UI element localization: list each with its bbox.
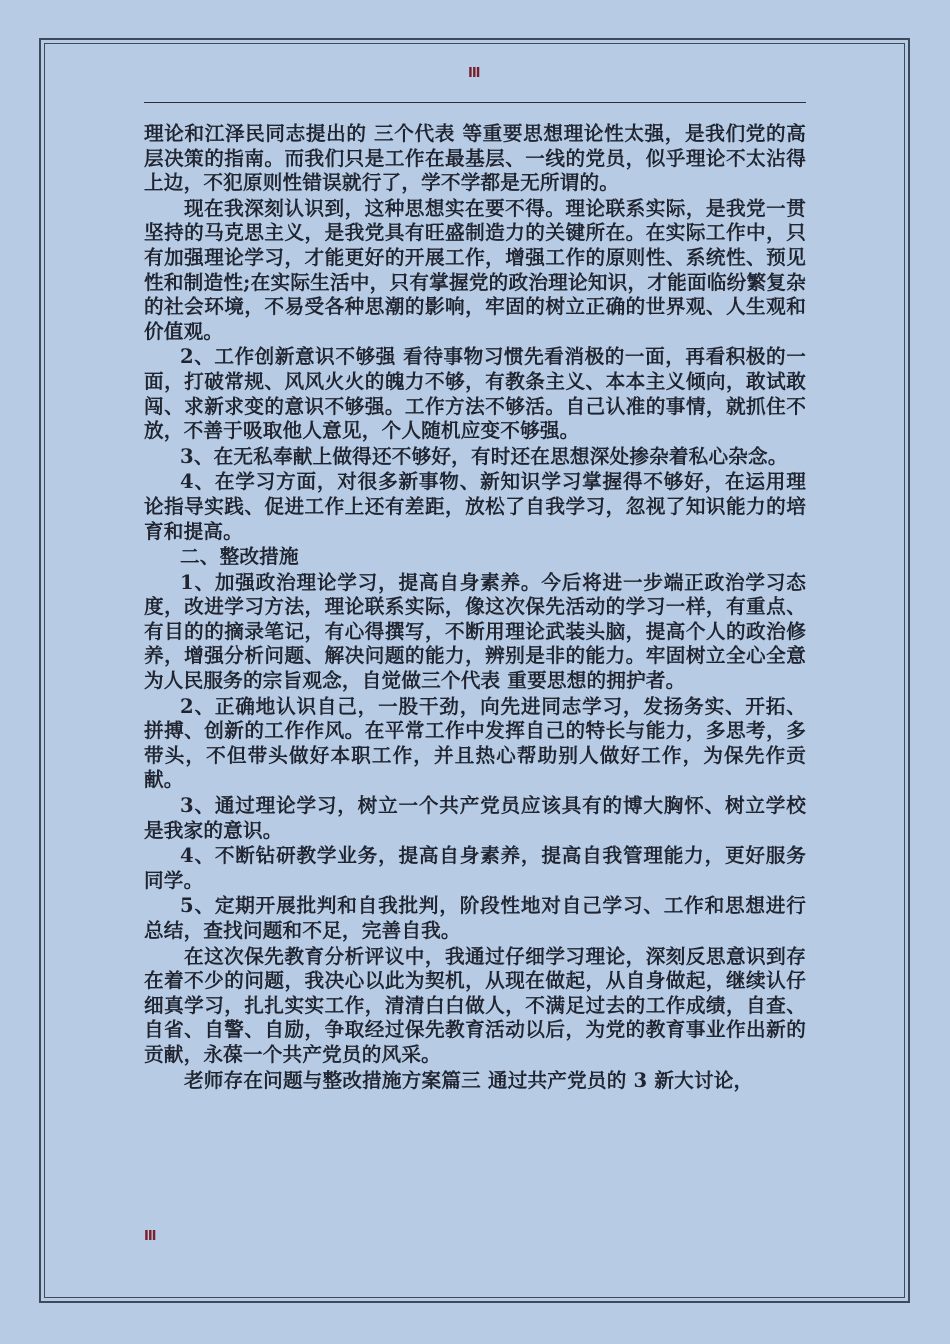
paragraph-10: 5、定期开展批判和自我批判，阶段性地对自己学习、工作和思想进行总结，查找问题和不足，完善自我。 — [144, 894, 806, 942]
paragraph-9: 4、不断钻研教学业务，提高自身素养，提高自我管理能力，更好服务同学。 — [144, 844, 806, 892]
paragraph-6: 1、加强政治理论学习，提高自身素养。今后将进一步端正政治学习态度，改进学习方法，理论联系实际，像这次保先活动的学习一样，有重点、有目的的摘录笔记，有心得撰写，不断用理论武装头脑，提高个人的政治修养，增强分析问题、解决问题的能力，辨别是非的能力。牢固树立全心全意为人民服务的宗旨观念，自觉做三个代表 重要思想的拥护者。 — [144, 570, 806, 693]
paragraph-11: 在这次保先教育分析评议中，我通过仔细学习理论，深刻反思意识到存在着不少的问题，我决心以此为契机，从现在做起，从自身做起，继续认仔细真学习，扎扎实实工作，清清白白做人，不满足过去的工作成绩，自查、自省、自警、自励，争取经过保先教育活动以后，为党的教育事业作出新的贡献，永葆一个共产党员的风采。 — [144, 944, 806, 1066]
paragraph-8: 3、通过理论学习，树立一个共产党员应该具有的博大胸怀、树立学校是我家的意识。 — [144, 794, 806, 842]
paragraph-7: 2、正确地认识自己，一股干劲，向先进同志学习，发扬务实、开拓、拼搏、创新的工作作风。在平常工作中发挥自己的特长与能力，多思考，多带头，不但带头做好本职工作，并且热心帮助别人做好工作，为保先作贡献。 — [144, 694, 806, 792]
paragraph-2: 现在我深刻认识到，这种思想实在要不得。理论联系实际，是我党一贯坚持的马克思主义，是我党具有旺盛制造力的关键所在。在实际工作中，只有加强理论学习，才能更好的开展工作，增强工作的原则性、系统性、预见性和制造性;在实际生活中，只有掌握党的政治理论知识，才能面临纷繁复杂的社会环境，不易受各种思潮的影响，牢固的树立正确的世界观、人生观和价值观。 — [144, 196, 806, 343]
header-mark: III — [468, 66, 480, 81]
footer-mark: III — [144, 1229, 156, 1244]
paragraph-5: 4、在学习方面，对很多新事物、新知识学习掌握得不够好，在运用理论指导实践、促进工作上还有差距，放松了自我学习，忽视了知识能力的培育和提高。 — [144, 470, 806, 543]
paragraph-4: 3、在无私奉献上做得还不够好，有时还在思想深处掺杂着私心杂念。 — [180, 444, 788, 468]
header-rule — [144, 102, 806, 103]
section-heading: 二、整改措施 — [180, 545, 299, 569]
paragraph-1: 理论和江泽民同志提出的 三个代表 等重要思想理论性太强，是我们党的高层决策的指南。而我们只是工作在最基层、一线的党员，似乎理论不太沾得上边，不犯原则性错误就行了，学不学都是无所谓的。 — [144, 122, 806, 195]
next-section-line: 老师存在问题与整改措施方案篇三 通过共产党员的 3 新大讨论， — [184, 1068, 754, 1092]
document-body — [144, 122, 806, 1093]
paragraph-3: 2、工作创新意识不够强 看待事物习惯先看消极的一面，再看积极的一面，打破常规、风风火火的魄力不够，有教条主义、本本主义倾向，敢试敢闯、求新求变的意识不够强。工作方法不够活。自己认准的事情，就抓住不放，不善于吸取他人意见，个人随机应变不够强。 — [144, 345, 806, 443]
